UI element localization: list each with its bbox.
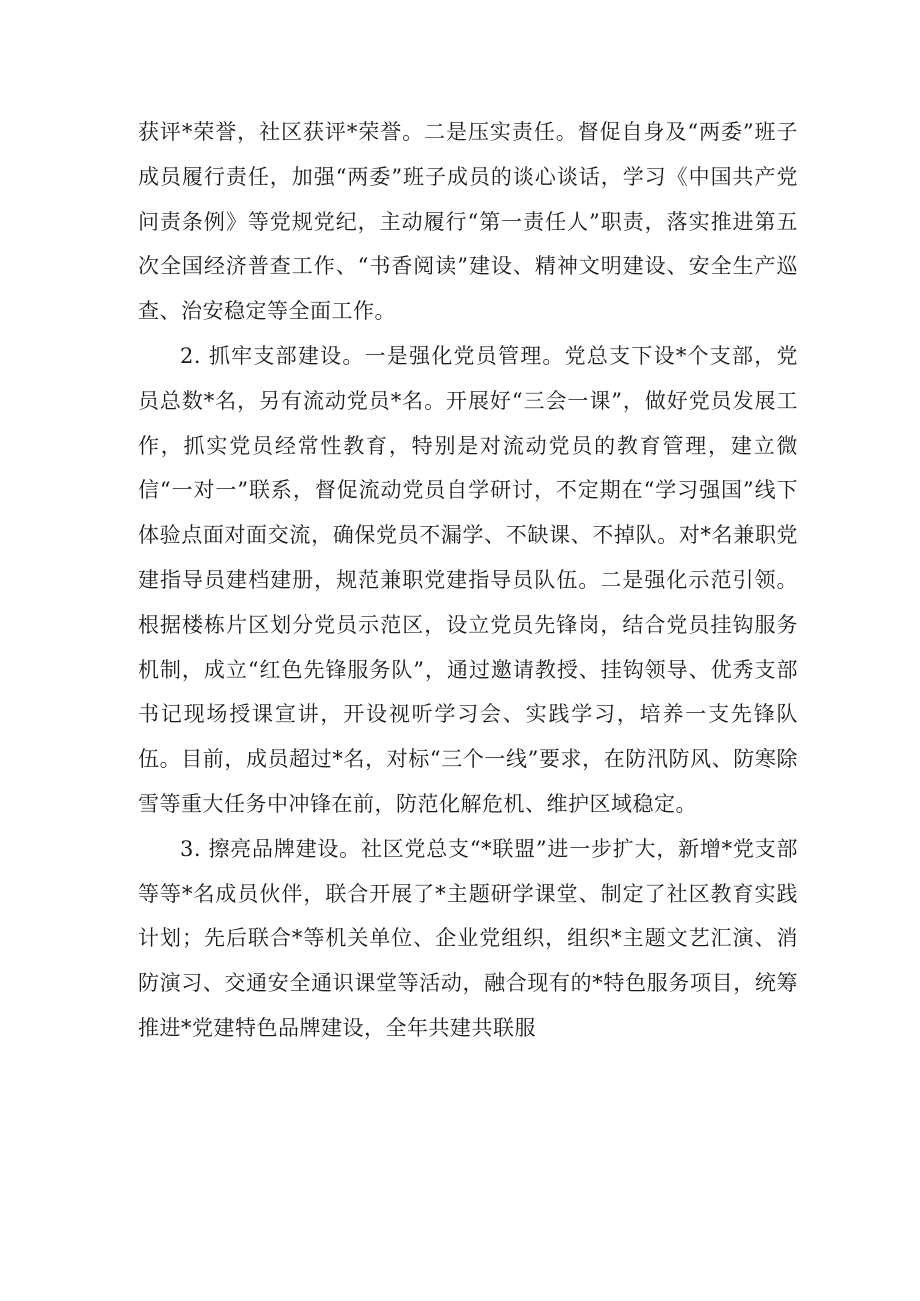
document-body xyxy=(138,110,798,1051)
paragraph-responsibility: 获评*荣誉，社区获评*荣誉。二是压实责任。督促自身及“两委”班子成员履行责任，加强“两委”班子成员的谈心谈话，学习《中国共产党问责条例》等党规党纪，主动履行“第一责任人”职责，落实推进第五次全国经济普查工作、“书香阅读”建设、精神文明建设、安全生产巡查、治安稳定等全面工作。 xyxy=(138,120,798,324)
paragraph-brand-building: 3. 擦亮品牌建设。社区党总支“*联盟”进一步扩大，新增*党支部等等*名成员伙伴，联合开展了*主题研学课堂、制定了社区教育实践计划；先后联合*等机关单位、企业党组织，组织*主题文艺汇演、消防演习、交通安全通识课堂等活动，融合现有的*特色服务项目，统筹推进*党建特色品牌建设，全年共建共联服 xyxy=(138,836,798,1040)
paragraph-branch-building: 2. 抓牢支部建设。一是强化党员管理。党总支下设*个支部，党员总数*名，另有流动党员*名。开展好“三会一课”，做好党员发展工作，抓实党员经常性教育，特别是对流动党员的教育管理，建立微信“一对一”联系，督促流动党员自学研讨，不定期在“学习强国”线下体验点面对面交流，确保党员不漏学、不缺课、不掉队。对*名兼职党建指导员建档建册，规范兼职党建指导员队伍。二是强化示范引领。根据楼栋片区划分党员示范区，设立党员先锋岗，结合党员挂钩服务机制，成立“红色先锋服务队”，通过邀请教授、挂钩领导、优秀支部书记现场授课宣讲，开设视听学习会、实践学习，培养一支先锋队伍。目前，成员超过*名，对标“三个一线”要求，在防汛防风、防寒除雪等重大任务中冲锋在前，防范化解危机、维护区域稳定。 xyxy=(138,343,798,816)
